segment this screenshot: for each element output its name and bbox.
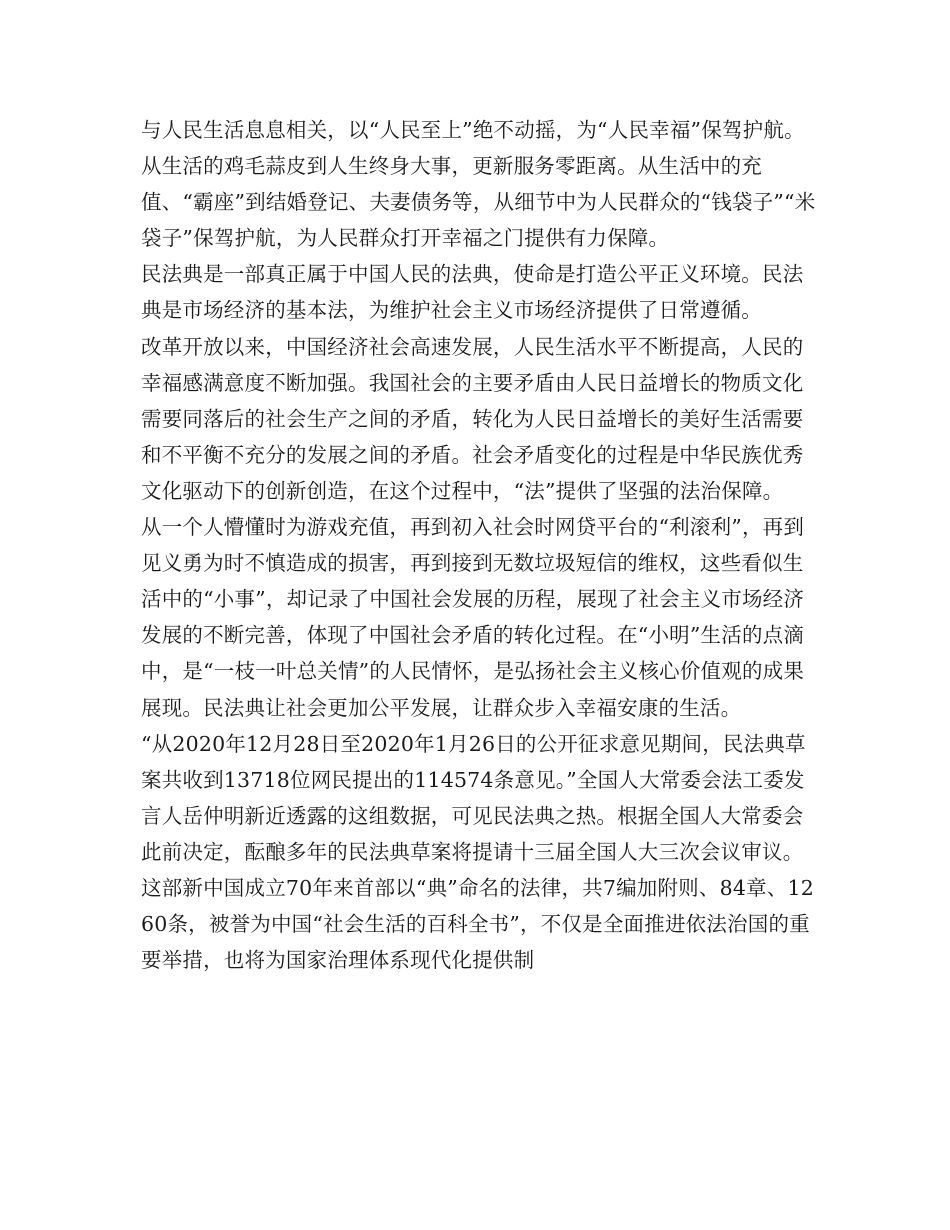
paragraph: 改革开放以来，中国经济社会高速发展，人民生活水平不断提高，人民的幸福感满意度不断加强。我国社会的主要矛盾由人民日益增长的物质文化需要同落后的社会生产之间的矛盾，转化为人民日益增长的美好生活需要和不平衡不充分的发展之间的矛盾。社会矛盾变化的过程是中华民族优秀文化驱动下的创新创造，在这个过程中，“法”提供了坚强的法治保障。: [141, 334, 804, 503]
paragraph: 民法典是一部真正属于中国人民的法典，使命是打造公平正义环境。民法典是市场经济的基本法，为维护社会主义市场经济提供了日常遵循。: [141, 262, 804, 323]
paragraph: “从2020年12月28日至2020年1月26日的公开征求意见期间，民法典草案共收到13718位网民提出的114574条意见。”全国人大常委会法工委发言人岳仲明新近透露的这组数据，可见民法典之热。根据全国人大常委会此前决定，酝酿多年的民法典草案将提请十三届全国人大三次会议审议。这部新中国成立70年来首部以“典”命名的法律，共7编加附则、84章、1260条，被誉为中国“社会生活的百科全书”，不仅是全面推进依法治国的重要举措，也将为国家治理体系现代化提供制: [141, 731, 814, 973]
paragraph: 从一个人懵懂时为游戏充值，再到初入社会时网贷平台的“利滚利”，再到见义勇为时不慎造成的损害，再到接到无数垃圾短信的维权，这些看似生活中的“小事”，却记录了中国社会发展的历程，展现了社会主义市场经济发展的不断完善，体现了中国社会矛盾的转化过程。在“小明”生活的点滴中，是“一枝一叶总关情”的人民情怀，是弘扬社会主义核心价值观的成果展现。民法典让社会更加公平发展，让群众步入幸福安康的生活。: [141, 515, 805, 720]
paragraph: 从生活的鸡毛蒜皮到人生终身大事，更新服务零距离。从生活中的充值、“霸座”到结婚登记、夫妻债务等，从细节中为人民群众的“钱袋子”“米袋子”保驾护航，为人民群众打开幸福之门提供有力保障。: [141, 154, 816, 251]
paragraph: 与人民生活息息相关，以“人民至上”绝不动摇，为“人民幸福”保驾护航。: [141, 118, 805, 142]
document-body: [141, 112, 821, 978]
